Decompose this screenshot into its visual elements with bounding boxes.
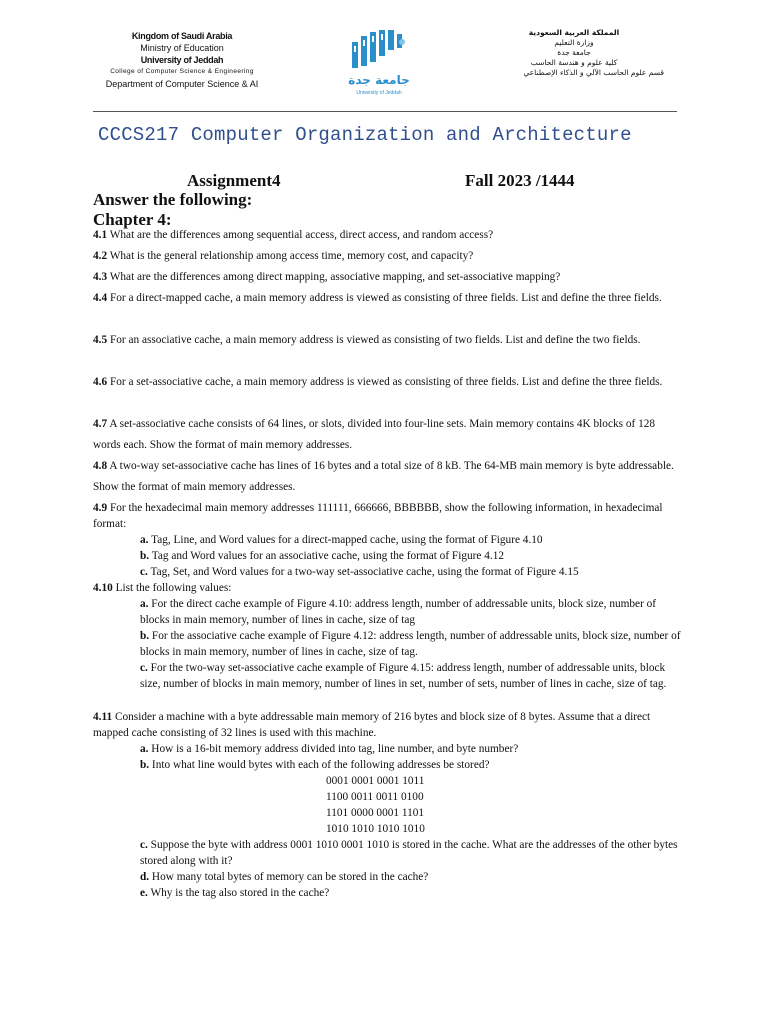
- question-text: What is the general relationship among access time, memory cost, and capacity?: [107, 250, 474, 262]
- part-text: How many total bytes of memory can be stored in the cache?: [149, 871, 429, 883]
- question-4-10-part-a: [140, 596, 685, 628]
- question-4-11-part-a: [140, 741, 685, 757]
- question-4-9-part-b: [140, 548, 685, 564]
- question-number: 4.11: [93, 711, 113, 723]
- question-number: 4.2: [93, 250, 108, 262]
- part-text: How is a 16-bit memory address divided into tag, line number, and byte number?: [148, 743, 519, 755]
- header-country-ar: المملكة العربية السعودية: [528, 28, 620, 37]
- question-number: 4.3: [93, 271, 108, 283]
- binary-address: 1010 1010 1010 1010: [326, 823, 425, 835]
- question-text: What are the differences among sequential access, direct access, and random access?: [107, 229, 494, 241]
- university-logo-graphic: [344, 26, 414, 98]
- binary-address: 1101 0000 0001 1101: [326, 807, 425, 819]
- question-4-3: [93, 267, 683, 288]
- course-title: CCCS217 Computer Organization and Architecture: [98, 124, 632, 146]
- header-college-ar: كلية علوم و هندسة الحاسب: [530, 58, 618, 67]
- question-number: 4.6: [93, 376, 108, 388]
- question-4-11-part-e: [140, 885, 685, 901]
- header-divider: [93, 111, 677, 112]
- question-text: For a set-associative cache, a main memory address is viewed as consisting of three fields. List and define the three fields.: [107, 376, 663, 388]
- part-text: For the direct cache example of Figure 4.10: address length, number of addressable units, block size, number of blocks in main memory, number of lines in cache, size of tag: [140, 598, 657, 626]
- header-ministry: Ministry of Education: [140, 43, 224, 53]
- question-4-8: [93, 456, 683, 498]
- question-text: What are the differences among direct mapping, associative mapping, and set-associative mapping?: [107, 271, 561, 283]
- part-text: Tag, Line, and Word values for a direct-mapped cache, using the format of Figure 4.10: [148, 534, 543, 546]
- question-4-9-part-c: [140, 564, 685, 580]
- part-text: Tag and Word values for an associative cache, using the format of Figure 4.12: [149, 550, 504, 562]
- header-university: University of Jeddah: [140, 55, 224, 65]
- part-label: a.: [140, 598, 149, 610]
- part-label: d.: [140, 871, 150, 883]
- header-university-ar: جامعة جدة: [557, 48, 591, 57]
- question-text: A set-associative cache consists of 64 lines, or slots, divided into four-line sets. Main memory contains 4K blocks of 128 words each. Show the format of main memory addresses.: [93, 418, 656, 451]
- part-text: Suppose the byte with address 0001 1010 0001 1010 is stored in the cache. What are the addresses of the other bytes stored along with it?: [140, 839, 678, 867]
- question-4-2: [93, 246, 683, 267]
- question-text: Consider a machine with a byte addressable main memory of 216 bytes and block size of 8 bytes. Assume that a direct mapped cache consisting of 32 lines is used with this machine.: [93, 711, 651, 739]
- header-right-block: [484, 28, 664, 78]
- part-label: a.: [140, 743, 149, 755]
- university-logo: [344, 26, 414, 98]
- part-label: a.: [140, 534, 149, 546]
- term-label: Fall 2023 /1444: [465, 171, 575, 190]
- part-text: For the two-way set-associative cache example of Figure 4.15: address length, number of addressable units, block size, number of blocks in main memory, number of lines in set, number of sets, number of lines in cache, size of tag.: [140, 662, 667, 690]
- question-4-6: [93, 372, 683, 393]
- header-ministry-ar: وزارة التعليم: [554, 38, 594, 47]
- question-number: 4.10: [93, 582, 113, 594]
- part-label: b.: [140, 759, 150, 771]
- header-department: Department of Computer Science & AI: [105, 79, 259, 89]
- part-label: c.: [140, 566, 148, 578]
- question-4-5: [93, 330, 683, 351]
- part-text: Into what line would bytes with each of the following addresses be stored?: [149, 759, 490, 771]
- part-label: c.: [140, 839, 148, 851]
- header-left-block: [92, 30, 272, 90]
- part-label: b.: [140, 630, 150, 642]
- question-number: 4.5: [93, 334, 108, 346]
- question-4-10-part-c: [140, 660, 685, 692]
- question-4-9-part-a: [140, 532, 685, 548]
- question-number: 4.1: [93, 229, 108, 241]
- question-4-1: [93, 225, 683, 246]
- part-text: Why is the tag also stored in the cache?: [147, 887, 330, 899]
- part-text: For the associative cache example of Figure 4.12: address length, number of addressable units, block size, number of blocks in main memory, number of lines in cache, size of tag.: [140, 630, 681, 658]
- logo-arabic-text: جامعة جدة: [348, 73, 410, 87]
- logo-english-text: University of Jeddah: [356, 90, 402, 96]
- part-label: b.: [140, 550, 150, 562]
- binary-address: 1100 0011 0011 0100: [326, 791, 424, 803]
- question-4-11: [93, 709, 683, 741]
- assignment-label: Assignment4: [187, 171, 281, 190]
- question-text: For an associative cache, a main memory address is viewed as consisting of two fields. List and define the two fields.: [107, 334, 641, 346]
- question-4-7: [93, 414, 683, 456]
- chapter-heading: Chapter 4:: [93, 210, 172, 229]
- question-number: 4.9: [93, 502, 108, 514]
- question-text: For the hexadecimal main memory addresses 111111, 666666, BBBBBB, show the following information, in hexadecimal format:: [93, 502, 663, 530]
- question-text: List the following values:: [112, 582, 232, 594]
- question-4-11-part-d: [140, 869, 685, 885]
- question-4-11-part-b: [140, 757, 685, 773]
- question-number: 4.8: [93, 460, 108, 472]
- question-number: 4.4: [93, 292, 108, 304]
- question-text: For a direct-mapped cache, a main memory address is viewed as consisting of three fields. List and define the three fields.: [107, 292, 662, 304]
- question-4-10-part-b: [140, 628, 685, 660]
- question-4-10: [93, 580, 683, 596]
- question-4-9: [93, 500, 683, 532]
- part-label: e.: [140, 887, 148, 899]
- header-country: Kingdom of Saudi Arabia: [131, 31, 233, 41]
- question-4-11-part-c: [140, 837, 685, 869]
- question-text: A two-way set-associative cache has lines of 16 bytes and a total size of 8 kB. The 64-MB main memory is byte addressable. Show the format of main memory addresses.: [93, 460, 674, 493]
- question-4-4: [93, 288, 683, 309]
- instruction-heading: Answer the following:: [93, 190, 253, 209]
- header-department-ar: قسم علوم الحاسب الآلي و الذكاء الإصطناعي: [523, 68, 664, 77]
- part-text: Tag, Set, and Word values for a two-way set-associative cache, using the format of Figure 4.15: [147, 566, 579, 578]
- part-label: c.: [140, 662, 148, 674]
- question-number: 4.7: [93, 418, 108, 430]
- binary-address: 0001 0001 0001 1011: [326, 775, 425, 787]
- header-college: College of Computer Science & Engineering: [110, 68, 254, 75]
